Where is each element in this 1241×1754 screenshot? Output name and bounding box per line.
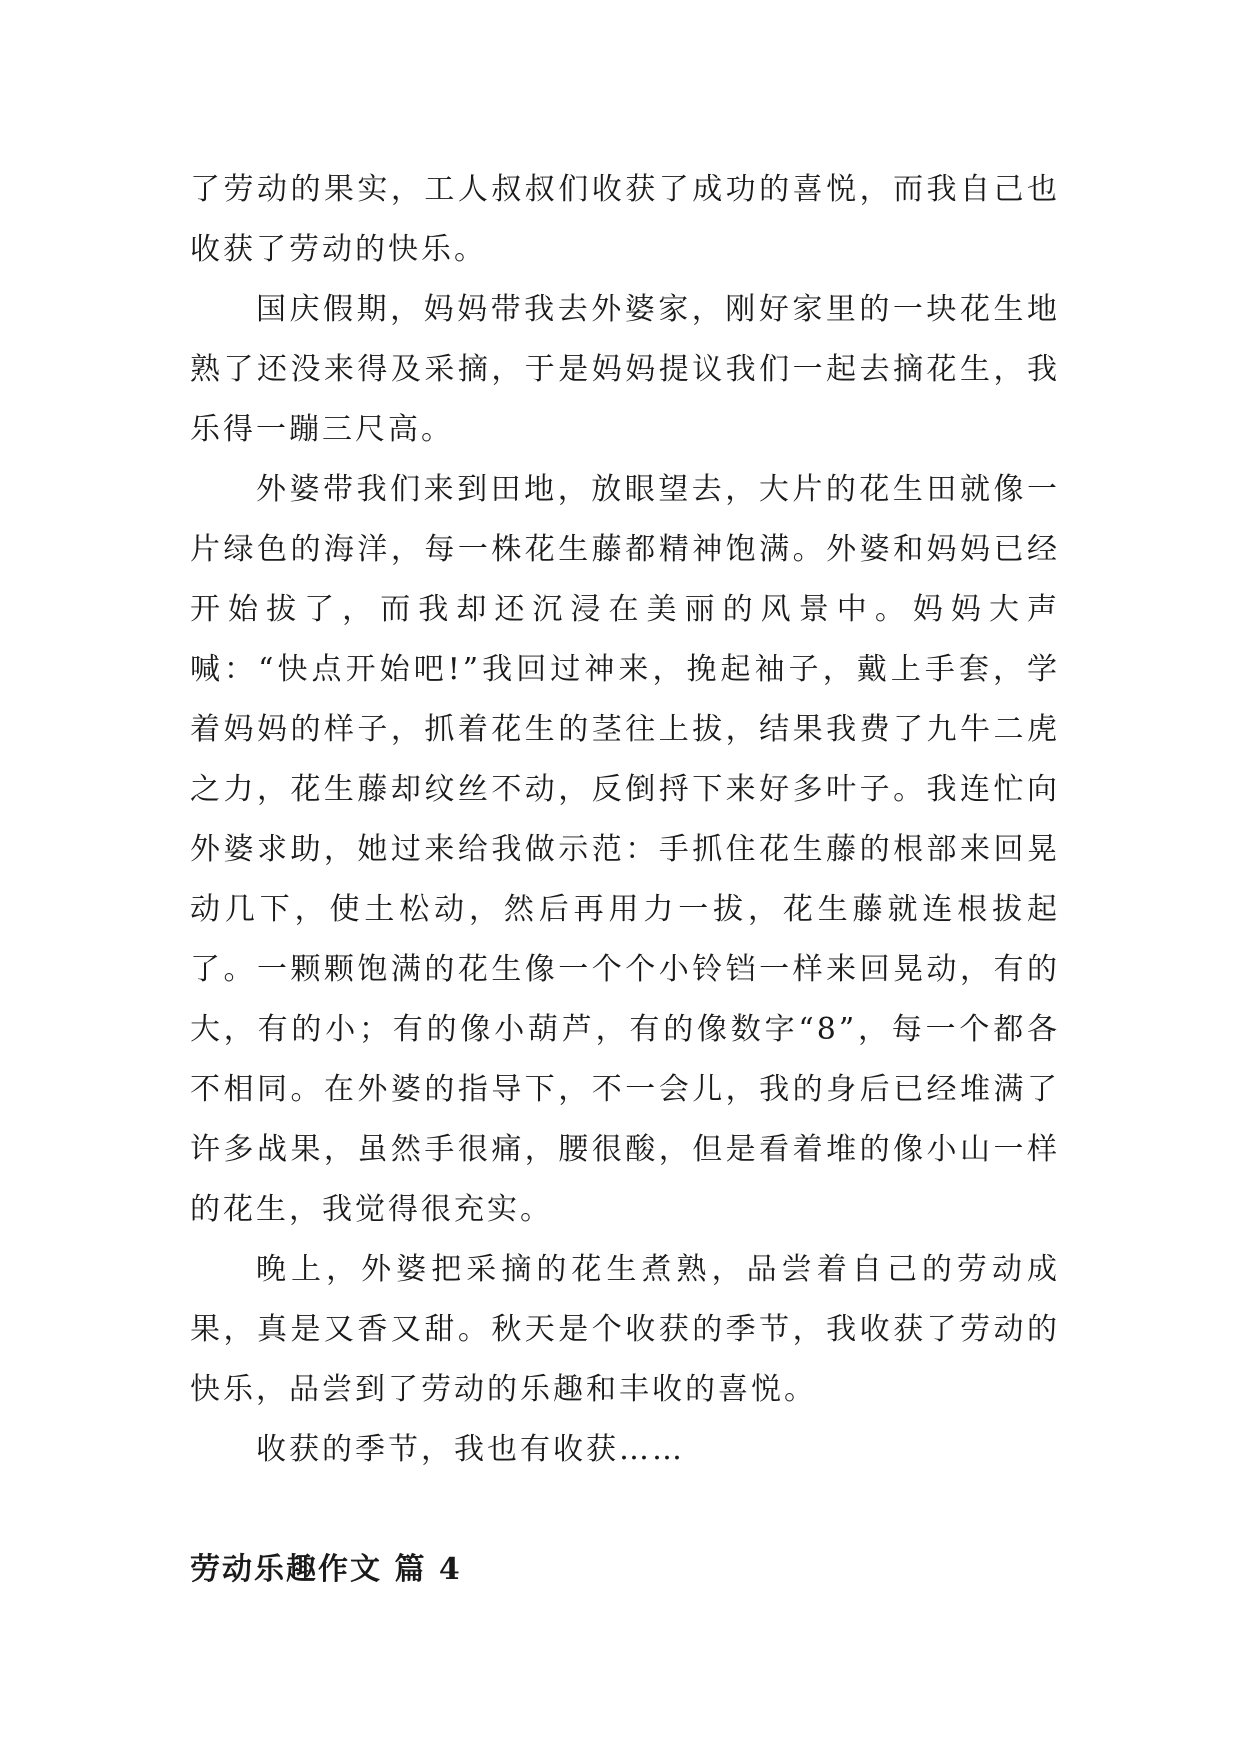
paragraph-4: 晚上，外婆把采摘的花生煮熟，品尝着自己的劳动成果，真是又香又甜。秋天是个收获的季节，我收获了劳动的快乐，品尝到了劳动的乐趣和丰收的喜悦。 bbox=[190, 1252, 1060, 1407]
document-body bbox=[190, 160, 1060, 1600]
paragraph-3: 外婆带我们来到田地，放眼望去，大片的花生田就像一片绿色的海洋，每一株花生藤都精神饱满。外婆和妈妈已经开始拔了，而我却还沉浸在美丽的风景中。妈妈大声喊：“快点开始吧!”我回过神来，挽起袖子，戴上手套，学着妈妈的样子，抓着花生的茎往上拔，结果我费了九牛二虎之力，花生藤却纹丝不动，反倒捋下来好多叶子。我连忙向外婆求助，她过来给我做示范：手抓住花生藤的根部来回晃动几下，使土松动，然后再用力一拔，花生藤就连根拔起了。一颗颗饱满的花生像一个个小铃铛一样来回晃动，有的大，有的小；有的像小葫芦，有的像数字“8”，每一个都各不相同。在外婆的指导下，不一会儿，我的身后已经堆满了许多战果，虽然手很痛，腰很酸，但是看着堆的像小山一样的花生，我觉得很充实。 bbox=[190, 472, 1060, 1227]
paragraph-5: 收获的季节，我也有收获…… bbox=[256, 1432, 685, 1467]
section-title: 劳动乐趣作文 篇 4 bbox=[190, 1552, 462, 1587]
section-spacer bbox=[190, 1480, 1060, 1540]
paragraph-2: 国庆假期，妈妈带我去外婆家，刚好家里的一块花生地熟了还没来得及采摘，于是妈妈提议我们一起去摘花生，我乐得一蹦三尺高。 bbox=[190, 292, 1060, 447]
paragraph-1: 了劳动的果实，工人叔叔们收获了成功的喜悦，而我自己也收获了劳动的快乐。 bbox=[190, 172, 1060, 267]
